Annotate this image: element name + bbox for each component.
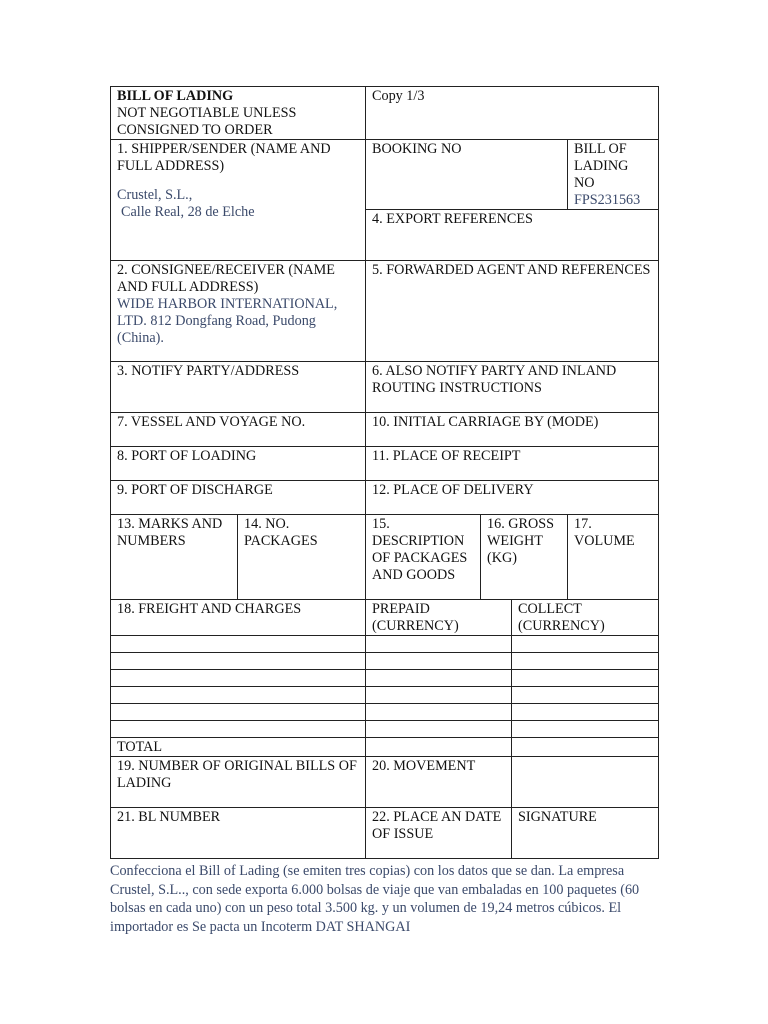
signature-label: SIGNATURE (518, 809, 597, 825)
signature-cell (512, 808, 659, 859)
copy-cell (366, 87, 659, 140)
place-of-receipt-cell (366, 447, 659, 481)
bl-number-cell (111, 808, 366, 859)
movement-label: 20. MOVEMENT (372, 758, 476, 774)
prepaid-header: PREPAID (CURRENCY) (372, 601, 459, 634)
bill-of-lading-form (110, 86, 659, 859)
document-subtitle: NOT NEGOTIABLE UNLESS CONSIGNED TO ORDER (117, 105, 297, 138)
initial-carriage-label: 10. INITIAL CARRIAGE BY (MODE) (372, 414, 599, 430)
collect-header: COLLECT (CURRENCY) (518, 601, 605, 634)
freight-row (111, 721, 659, 738)
gross-weight-header: 16. GROSS WEIGHT (KG) (487, 516, 555, 566)
forwarding-agent-label: 5. FORWARDED AGENT AND REFERENCES (372, 262, 651, 278)
instructions-paragraph: Confecciona el Bill of Lading (se emiten tres copias) con los datos que se dan. La empresa Crustel, S.L.., con sede exporta 6.000 bolsas de viaje que van embaladas en 100 paquetes (60 bolsas en cada uno) con un peso total 3.500 kg. y un volumen de 19,24 metros cúbicos. El importador es Se pacta un Incoterm DAT SHANGAI (110, 863, 640, 935)
total-label: TOTAL (117, 739, 163, 755)
freight-row (111, 670, 659, 687)
packages-header-cell (238, 515, 366, 600)
packages-header: 14. NO. PACKAGES (244, 516, 318, 549)
consignee-label: 2. CONSIGNEE/RECEIVER (NAME AND FULL ADDRESS) (117, 262, 335, 295)
port-of-loading-label: 8. PORT OF LOADING (117, 448, 257, 464)
original-bills-cell (111, 757, 366, 808)
place-of-delivery-cell (366, 481, 659, 515)
prepaid-header-cell (366, 600, 512, 636)
shipper-label: 1. SHIPPER/SENDER (NAME AND FULL ADDRESS) (117, 141, 331, 174)
shipper-cell (111, 140, 366, 261)
freight-charges-cell (111, 600, 366, 636)
port-of-discharge-label: 9. PORT OF DISCHARGE (117, 482, 273, 498)
freight-row (111, 636, 659, 653)
bl-no-cell (568, 140, 659, 210)
notify-party-label: 3. NOTIFY PARTY/ADDRESS (117, 363, 300, 379)
vessel-label: 7. VESSEL AND VOYAGE NO. (117, 414, 306, 430)
booking-label: BOOKING NO (372, 141, 462, 157)
total-cell (111, 738, 366, 757)
place-date-cell (366, 808, 512, 859)
bl-no-label: BILL OF LADING NO (574, 141, 629, 191)
volume-header: 17. VOLUME (574, 516, 635, 549)
export-references-cell (366, 210, 659, 261)
collect-header-cell (512, 600, 659, 636)
marks-header-cell (111, 515, 238, 600)
place-of-delivery-label: 12. PLACE OF DELIVERY (372, 482, 534, 498)
freight-charges-label: 18. FREIGHT AND CHARGES (117, 601, 302, 617)
freight-row (111, 704, 659, 721)
export-references-label: 4. EXPORT REFERENCES (372, 211, 533, 227)
initial-carriage-cell (366, 413, 659, 447)
copy-number: Copy 1/3 (372, 88, 425, 104)
vessel-cell (111, 413, 366, 447)
notify-party-cell (111, 362, 366, 413)
booking-cell (366, 140, 568, 210)
port-of-discharge-cell (111, 481, 366, 515)
bl-no-value: FPS231563 (574, 192, 641, 208)
also-notify-cell (366, 362, 659, 413)
freight-row (111, 653, 659, 670)
document-title: BILL OF LADING (117, 88, 234, 104)
consignee-value: WIDE HARBOR INTERNATIONAL, LTD. 812 Dongfang Road, Pudong (China). (117, 296, 338, 346)
also-notify-label: 6. ALSO NOTIFY PARTY AND INLAND ROUTING INSTRUCTIONS (372, 363, 617, 396)
description-header: 15. DESCRIPTION OF PACKAGES AND GOODS (372, 516, 468, 583)
freight-row (111, 687, 659, 704)
port-of-loading-cell (111, 447, 366, 481)
place-date-label: 22. PLACE AN DATE OF ISSUE (372, 809, 502, 842)
consignee-cell (111, 261, 366, 362)
bl-number-label: 21. BL NUMBER (117, 809, 221, 825)
volume-header-cell (568, 515, 659, 600)
movement-cell (366, 757, 512, 808)
description-header-cell (366, 515, 481, 600)
shipper-address: Calle Real, 28 de Elche (121, 204, 255, 220)
gross-weight-header-cell (481, 515, 568, 600)
original-bills-label: 19. NUMBER OF ORIGINAL BILLS OF LADING (117, 758, 357, 791)
shipper-name: Crustel, S.L., (117, 187, 193, 203)
title-cell (111, 87, 366, 140)
forwarding-agent-cell (366, 261, 659, 362)
place-of-receipt-label: 11. PLACE OF RECEIPT (372, 448, 521, 464)
marks-header: 13. MARKS AND NUMBERS (117, 516, 223, 549)
